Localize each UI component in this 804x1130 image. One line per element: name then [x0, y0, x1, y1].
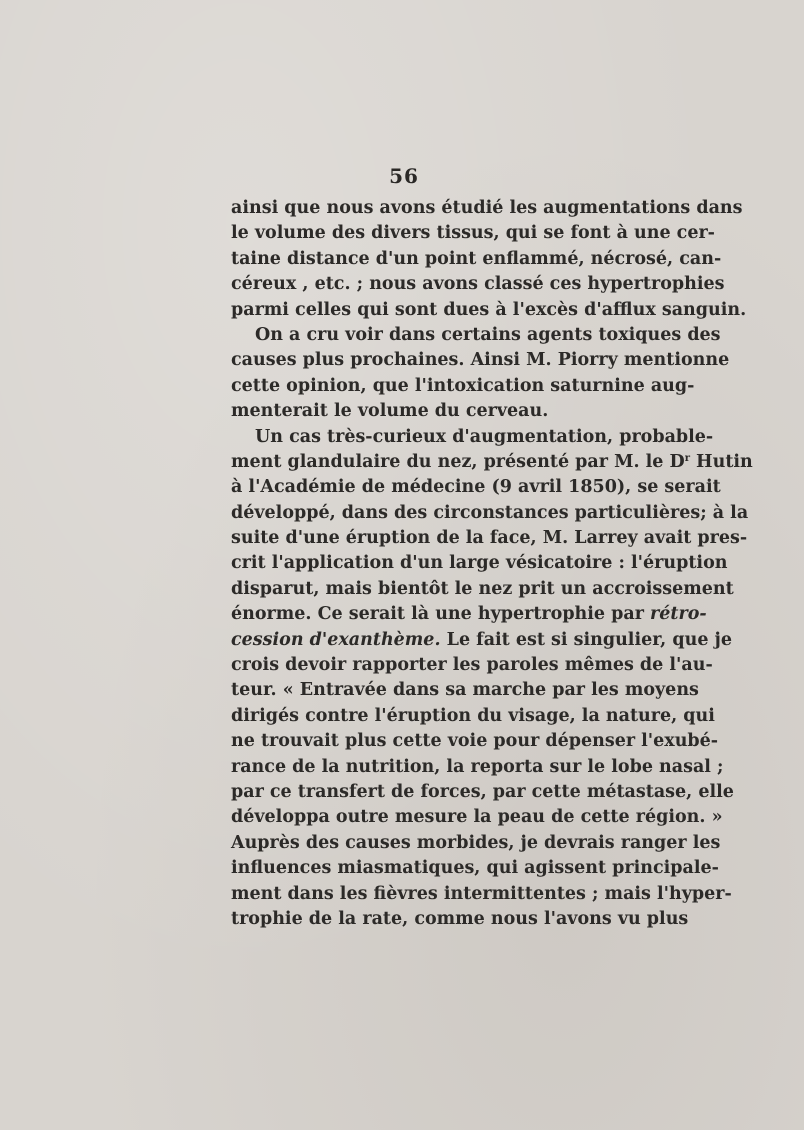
text-line [231, 298, 747, 323]
text-segment: suite d'une éruption de la face, M. Larrey avait pres- [231, 528, 748, 549]
text-line [231, 755, 724, 780]
text-segment: dirigés contre l'éruption du visage, la nature, qui [231, 705, 715, 726]
text-line [231, 323, 721, 348]
text-line [231, 704, 715, 729]
text-line [231, 272, 725, 297]
text-line [231, 780, 734, 805]
text-segment: à l'Académie de médecine (9 avril 1850), se serait [231, 477, 721, 498]
text-segment: crois devoir rapporter les paroles mêmes de l'au- [231, 655, 713, 676]
text-segment: développa outre mesure la peau de cette région. » [231, 807, 723, 828]
page-number: 56 [389, 164, 419, 188]
text-segment: le volume des divers tissus, qui se font à une cer- [231, 223, 715, 244]
italic-text: cession d'exanthème. [231, 629, 441, 650]
text-line [231, 374, 695, 399]
text-segment: trophie de la rate, comme nous l'avons vu plus [231, 908, 689, 929]
text-segment: Un cas très-curieux d'augmentation, probable- [255, 426, 714, 447]
text-line [231, 628, 733, 653]
text-segment: parmi celles qui sont dues à l'excès d'afflux sanguin. [231, 299, 747, 320]
text-segment: Hutin [689, 451, 753, 472]
text-line [231, 831, 721, 856]
text-segment: ainsi que nous avons étudié les augmentations dans [231, 198, 743, 218]
text-segment: disparut, mais bientôt le nez prit un accroissement [231, 578, 734, 599]
text-segment: ne trouvait plus cette voie pour dépenser l'exubé- [231, 731, 719, 752]
text-segment: par ce transfert de forces, par cette métastase, elle [231, 781, 734, 802]
text-line [231, 399, 659, 424]
text-segment: développé, dans des circonstances particulières; à la [231, 502, 749, 523]
text-segment: menterait le volume du cerveau. [231, 401, 549, 422]
text-segment: énorme. Ce serait là une hypertrophie par [231, 604, 651, 625]
text-line [231, 475, 721, 500]
italic-text: rétro- [650, 604, 707, 625]
superscript-text: r [684, 452, 690, 464]
text-line [231, 551, 728, 576]
text-line [231, 856, 719, 881]
text-line [231, 678, 699, 703]
text-segment: rance de la nutrition, la reporta sur le lobe nasal ; [231, 756, 724, 777]
text-segment: causes plus prochaines. Ainsi M. Piorry mentionne [231, 350, 730, 371]
text-line [231, 450, 753, 475]
text-line [231, 348, 730, 373]
text-segment: On a cru voir dans certains agents toxiques des [255, 324, 721, 345]
text-line [231, 501, 749, 526]
text-segment: Auprès des causes morbides, je devrais ranger les [231, 832, 721, 853]
text-line [231, 577, 734, 602]
text-line [231, 247, 722, 272]
text-segment: ment dans les fièvres intermittentes ; mais l'hyper- [231, 883, 732, 904]
text-line [231, 805, 723, 830]
text-segment: cette opinion, que l'intoxication saturnine aug- [231, 375, 695, 396]
text-line [231, 526, 748, 551]
text-segment: Le fait est si singulier, que je [440, 629, 733, 650]
text-segment: crit l'application d'un large vésicatoire : l'éruption [231, 553, 728, 574]
text-line [231, 196, 743, 221]
text-line [231, 907, 689, 932]
text-line [231, 425, 714, 450]
text-line [231, 602, 707, 627]
text-segment: teur. « Entravée dans sa marche par les moyens [231, 680, 699, 701]
text-line [231, 653, 713, 678]
text-line [231, 729, 719, 754]
body-text [231, 196, 753, 932]
text-segment: taine distance d'un point enflammé, nécrosé, can- [231, 248, 722, 269]
text-segment: influences miasmatiques, qui agissent principale- [231, 858, 719, 879]
text-line [231, 221, 715, 246]
text-segment: ment glandulaire du nez, présenté par M. le D [231, 451, 685, 472]
text-segment: céreux , etc. ; nous avons classé ces hypertrophies [231, 274, 725, 295]
text-line [231, 882, 732, 907]
